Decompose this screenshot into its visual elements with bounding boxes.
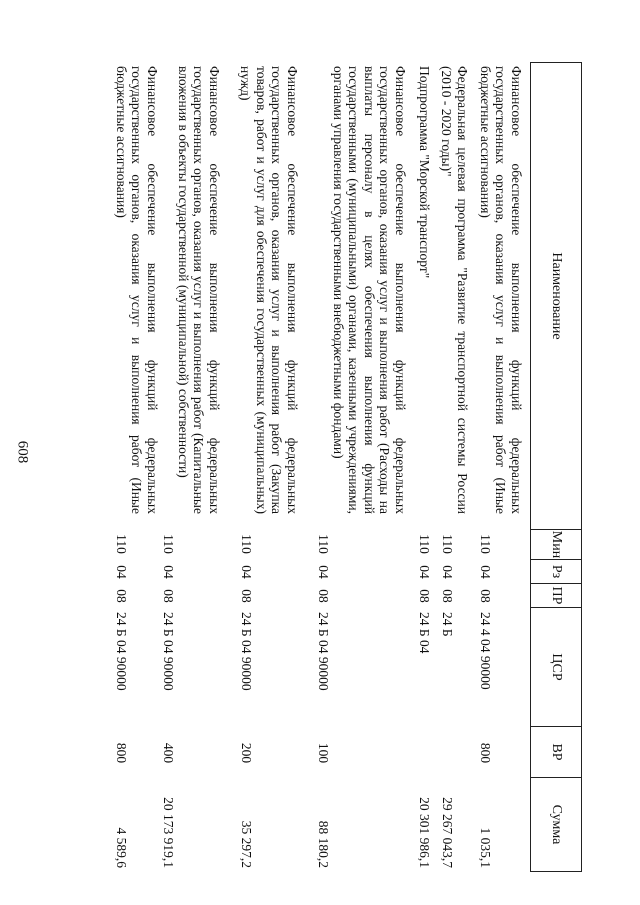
header-rz: Рз [530, 559, 582, 584]
row-pr: 08 [114, 589, 129, 603]
row-name: Финансовое обеспечение выполнения функций федеральных государственных органов, оказания услуг и выполнения работ (Иные бюджетные ассигнования) [114, 66, 160, 514]
row-min: 110 [316, 534, 331, 554]
row-sum: 88 180,2 [316, 820, 331, 868]
row-sum: 20 301 986,1 [417, 797, 432, 868]
row-name: Федеральная целевая программа "Развитие транспортной системы России (2010 - 2020 годы)" [439, 66, 470, 514]
row-csr: 24 Б 04 90000 [316, 612, 331, 691]
row-csr: 24 4 04 90000 [478, 612, 493, 690]
row-rz: 04 [417, 565, 432, 579]
row-rz: 04 [478, 565, 493, 579]
header-pr: ПР [530, 583, 582, 608]
row-name: Финансовое обеспечение выполнения функций федеральных государственных органов, оказания услуг и выполнения работ (Расходы на выплаты персоналу в целях обеспечения выполнения функций государственными (муниципальными) органами, казенными учреждениями, органами управления государственными внебюджетными фондами) [331, 66, 408, 514]
row-rz: 04 [440, 565, 455, 579]
row-pr: 08 [440, 589, 455, 603]
row-name: Финансовое обеспечение выполнения функций федеральных государственных органов, оказания услуг и выполнения работ (Закупка товаров, работ и услуг для обеспечения государственных (муниципальных) нужд) [238, 66, 300, 514]
row-csr: 24 Б 04 90000 [239, 612, 254, 691]
row-min: 110 [114, 534, 129, 554]
row-sum: 4 589,6 [114, 827, 129, 868]
row-min: 110 [161, 534, 176, 554]
row-min: 110 [417, 534, 432, 554]
row-pr: 08 [478, 589, 493, 603]
row-csr: 24 Б 04 90000 [161, 612, 176, 691]
budget-table [110, 62, 582, 872]
row-rz: 04 [316, 565, 331, 579]
row-rz: 04 [239, 565, 254, 579]
row-name: Подпрограмма "Морской транспорт" [417, 66, 432, 279]
row-sum: 1 035,1 [478, 827, 493, 868]
row-pr: 08 [239, 589, 254, 603]
row-name: Финансовое обеспечение выполнения функций федеральных государственных органов, оказания услуг и выполнения работ (Иные бюджетные ассигнования) [478, 66, 524, 514]
row-vr: 100 [316, 742, 331, 764]
row-rz: 04 [161, 565, 176, 579]
row-min: 110 [478, 534, 493, 554]
row-min: 110 [440, 534, 455, 554]
row-sum: 20 173 919,1 [161, 797, 176, 868]
header-sum: Сумма [530, 777, 582, 872]
header-vr: ВР [530, 726, 582, 778]
row-csr: 24 Б 04 [417, 612, 432, 654]
row-min: 110 [239, 534, 254, 554]
row-vr: 200 [239, 742, 254, 764]
row-vr: 800 [478, 742, 493, 764]
row-vr: 800 [114, 742, 129, 764]
row-vr: 400 [161, 742, 176, 764]
page-number: 608 [14, 440, 31, 464]
row-pr: 08 [417, 589, 432, 603]
row-sum: 29 267 043,7 [440, 797, 455, 868]
row-csr: 24 Б [440, 612, 455, 637]
header-csr: ЦСР [530, 607, 582, 727]
row-name: Финансовое обеспечение выполнения функций федеральных государственных органов, оказания услуг и выполнения работ (Капитальные вложения в объекты государственной (муниципальной) собственности) [176, 66, 222, 514]
row-sum: 35 297,2 [239, 820, 254, 868]
row-csr: 24 Б 04 90000 [114, 612, 129, 691]
row-pr: 08 [161, 589, 176, 603]
row-rz: 04 [114, 565, 129, 579]
header-min: Мин [530, 529, 582, 560]
header-name: Наименование [530, 62, 582, 530]
row-pr: 08 [316, 589, 331, 603]
